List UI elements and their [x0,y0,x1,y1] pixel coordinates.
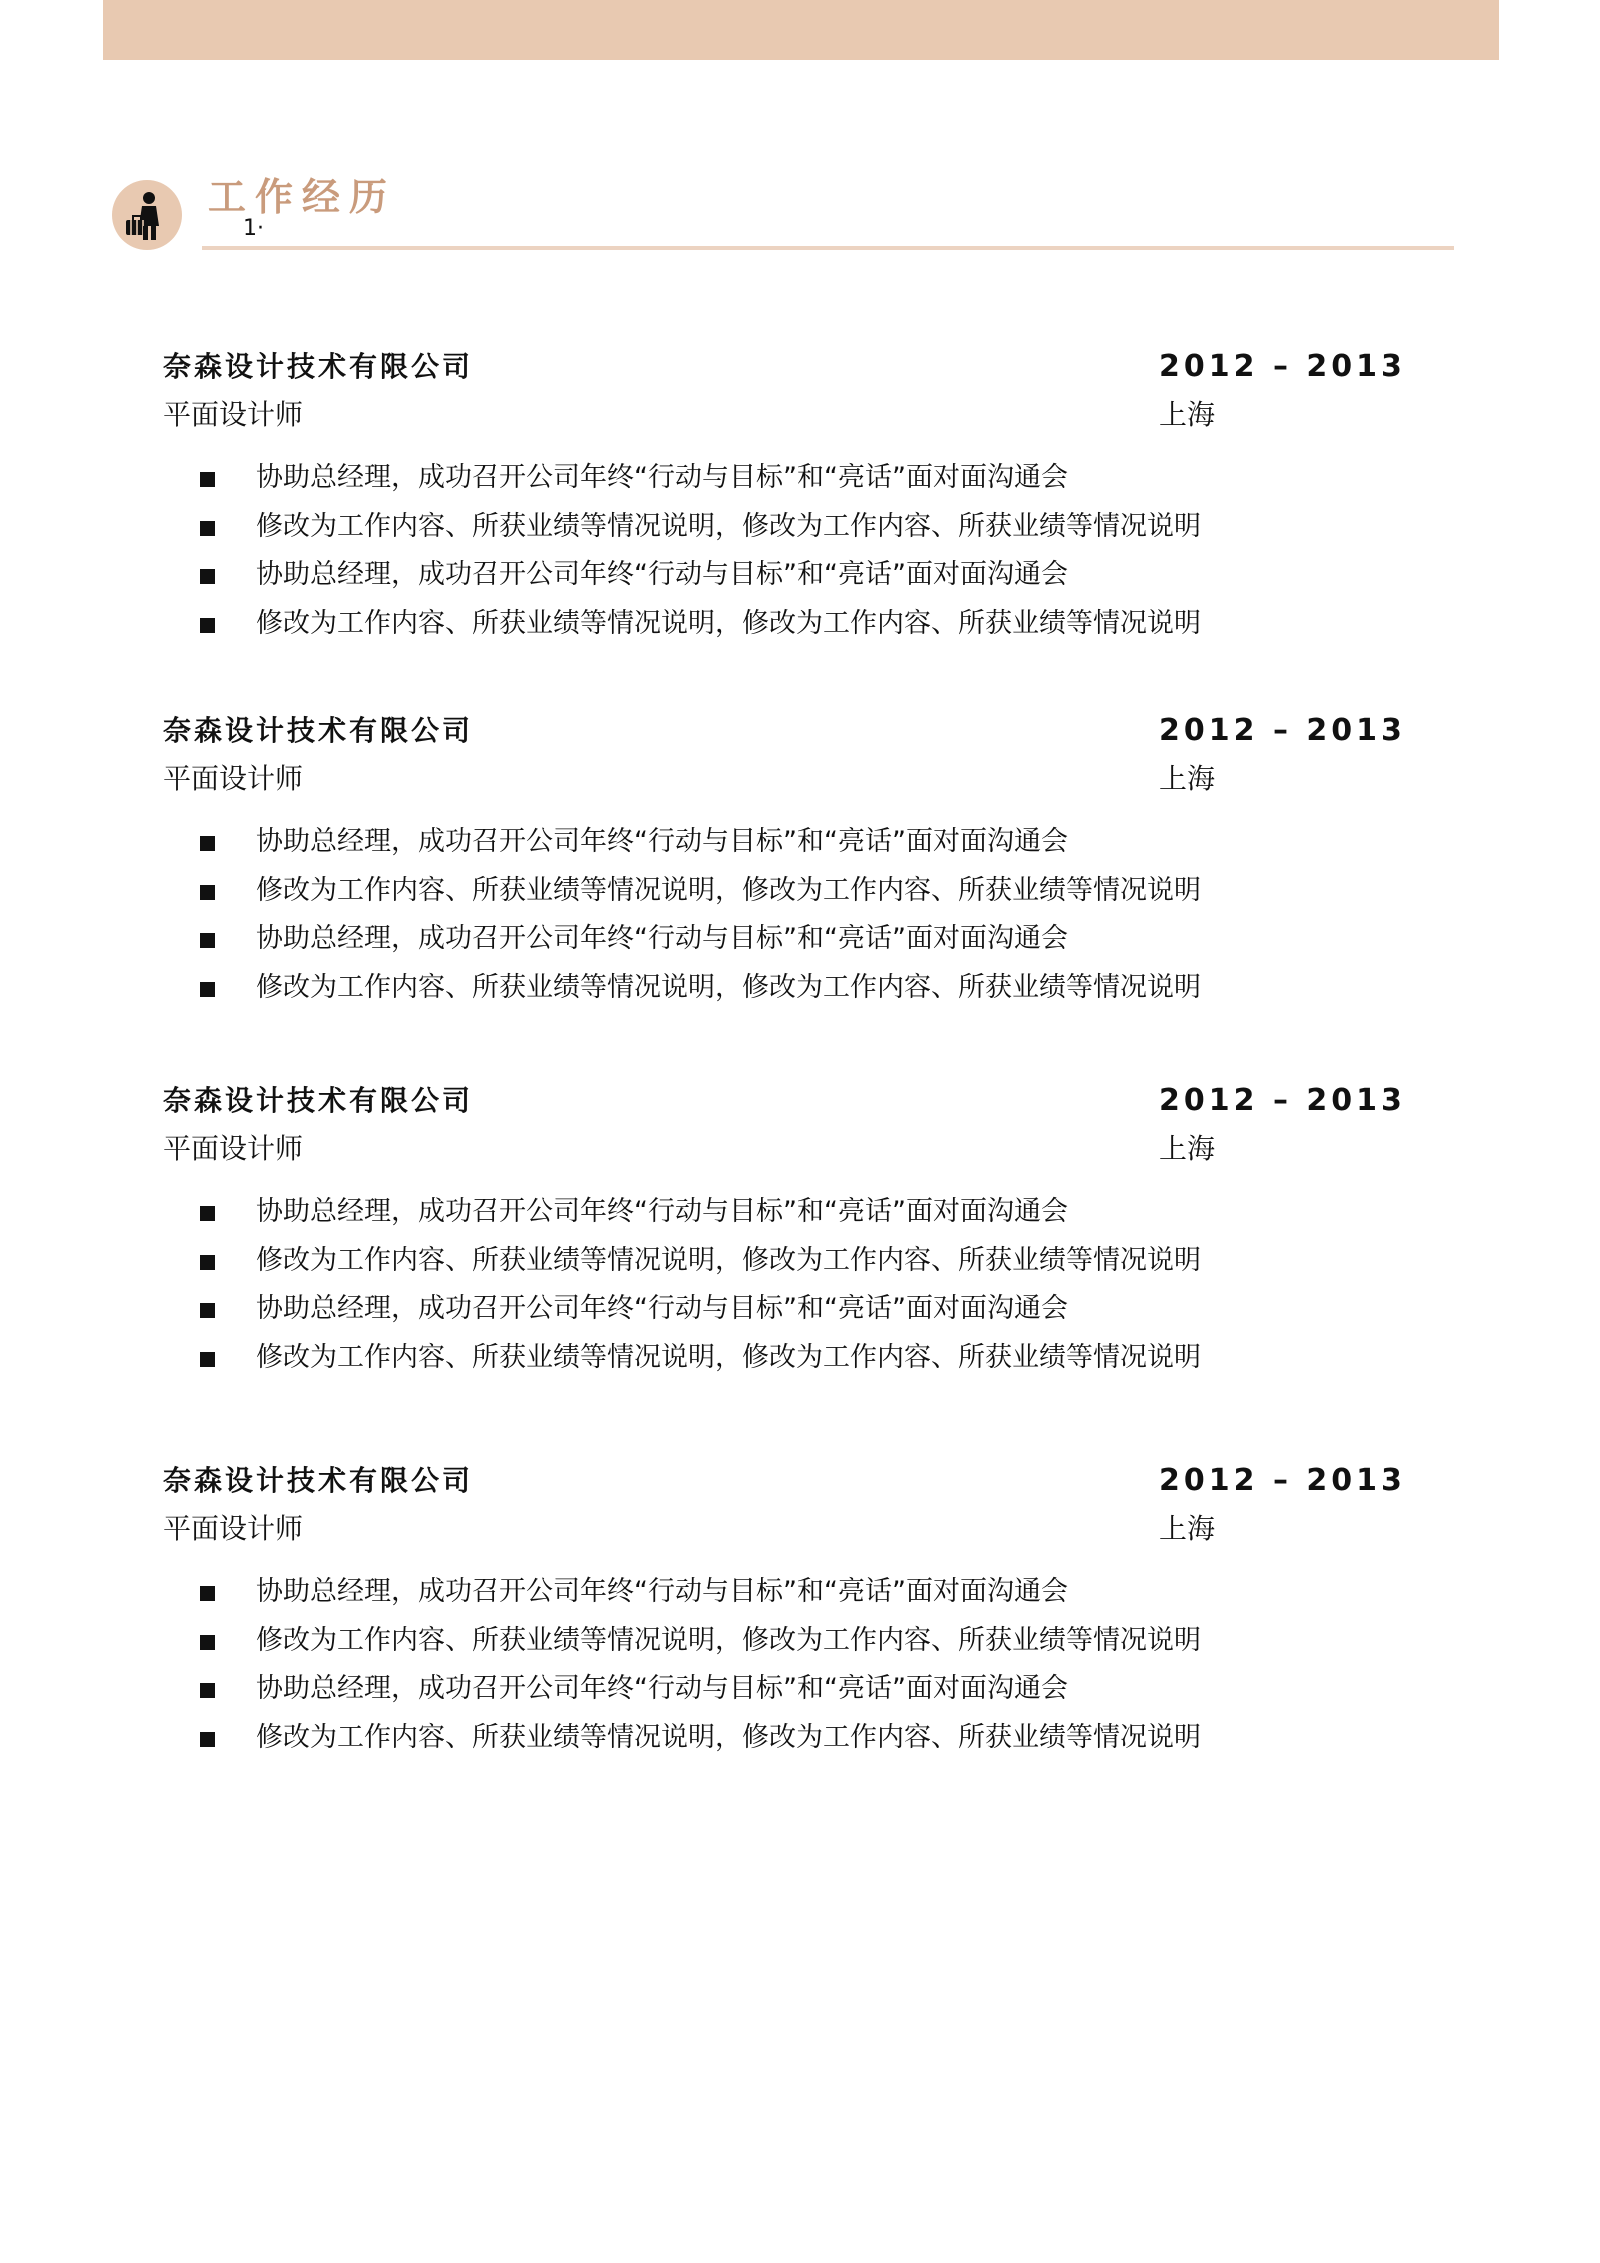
square-bullet-icon [200,1352,215,1367]
square-bullet-icon [200,521,215,536]
job-position: 平面设计师 [163,398,304,431]
employment-period: 2012 – 2013 [1159,349,1406,384]
duty-text: 协助总经理，成功召开公司年终“行动与目标”和“亮话”面对面沟通会 [256,923,1068,954]
square-bullet-icon [200,569,215,584]
businessman-icon-graphic [112,180,182,250]
section-divider [202,246,1454,250]
job-entry-1 [163,348,1406,668]
square-bullet-icon [200,1303,215,1318]
employment-period: 2012 – 2013 [1159,1463,1406,1498]
header-color-band [103,0,1499,60]
duty-list [200,1188,1201,1382]
square-bullet-icon [200,618,215,633]
duty-item [200,1665,1201,1714]
duty-item [200,1568,1201,1617]
duty-item [200,915,1201,964]
square-bullet-icon [200,1683,215,1698]
duty-item [200,818,1201,867]
company-name: 奈森设计技术有限公司 [163,714,474,747]
company-name: 奈森设计技术有限公司 [163,1464,474,1497]
duty-text: 修改为工作内容、所获业绩等情况说明，修改为工作内容、所获业绩等情况说明 [256,1244,1201,1276]
duty-item [200,867,1201,916]
duty-text: 修改为工作内容、所获业绩等情况说明，修改为工作内容、所获业绩等情况说明 [256,971,1201,1003]
job-location: 上海 [1159,1132,1216,1165]
job-entry-4 [163,1462,1406,1782]
square-bullet-icon [200,836,215,851]
duty-list [200,1568,1201,1762]
company-name: 奈森设计技术有限公司 [163,1084,474,1117]
businessman-with-briefcase-icon [112,180,182,250]
square-bullet-icon [200,933,215,948]
square-bullet-icon [200,982,215,997]
square-bullet-icon [200,885,215,900]
employment-period: 2012 – 2013 [1159,1083,1406,1118]
square-bullet-icon [200,1635,215,1650]
duty-text: 修改为工作内容、所获业绩等情况说明，修改为工作内容、所获业绩等情况说明 [256,1624,1201,1656]
duty-text: 修改为工作内容、所获业绩等情况说明，修改为工作内容、所获业绩等情况说明 [256,1341,1201,1373]
duty-item [200,1285,1201,1334]
job-entry-3 [163,1082,1406,1402]
job-location: 上海 [1159,762,1216,795]
job-location: 上海 [1159,1512,1216,1545]
duty-text: 修改为工作内容、所获业绩等情况说明，修改为工作内容、所获业绩等情况说明 [256,874,1201,906]
duty-text: 协助总经理，成功召开公司年终“行动与目标”和“亮话”面对面沟通会 [256,1196,1068,1227]
section-title: 工作经历 [208,175,397,219]
employment-period: 2012 – 2013 [1159,713,1406,748]
duty-text: 协助总经理，成功召开公司年终“行动与目标”和“亮话”面对面沟通会 [256,1293,1068,1324]
duty-text: 协助总经理，成功召开公司年终“行动与目标”和“亮话”面对面沟通会 [256,462,1068,493]
duty-item [200,551,1201,600]
job-location: 上海 [1159,398,1216,431]
duty-item [200,1237,1201,1286]
square-bullet-icon [200,1255,215,1270]
square-bullet-icon [200,1732,215,1747]
duty-item [200,1334,1201,1383]
duty-item [200,1714,1201,1763]
duty-text: 修改为工作内容、所获业绩等情况说明，修改为工作内容、所获业绩等情况说明 [256,510,1201,542]
duty-item [200,600,1201,649]
duty-text: 修改为工作内容、所获业绩等情况说明，修改为工作内容、所获业绩等情况说明 [256,607,1201,639]
job-position: 平面设计师 [163,1512,304,1545]
job-position: 平面设计师 [163,1132,304,1165]
job-position: 平面设计师 [163,762,304,795]
duty-text: 修改为工作内容、所获业绩等情况说明，修改为工作内容、所获业绩等情况说明 [256,1721,1201,1753]
duty-text: 协助总经理，成功召开公司年终“行动与目标”和“亮话”面对面沟通会 [256,1576,1068,1607]
square-bullet-icon [200,472,215,487]
duty-text: 协助总经理，成功召开公司年终“行动与目标”和“亮话”面对面沟通会 [256,559,1068,590]
duty-item [200,1617,1201,1666]
duty-text: 协助总经理，成功召开公司年终“行动与目标”和“亮话”面对面沟通会 [256,1673,1068,1704]
duty-item [200,503,1201,552]
square-bullet-icon [200,1206,215,1221]
duty-list [200,454,1201,648]
duty-item [200,1188,1201,1237]
list-number-marker: 1· [243,216,264,241]
duty-item [200,964,1201,1013]
duty-list [200,818,1201,1012]
duty-text: 协助总经理，成功召开公司年终“行动与目标”和“亮话”面对面沟通会 [256,826,1068,857]
duty-item [200,454,1201,503]
company-name: 奈森设计技术有限公司 [163,350,474,383]
square-bullet-icon [200,1586,215,1601]
job-entry-2 [163,712,1406,1032]
